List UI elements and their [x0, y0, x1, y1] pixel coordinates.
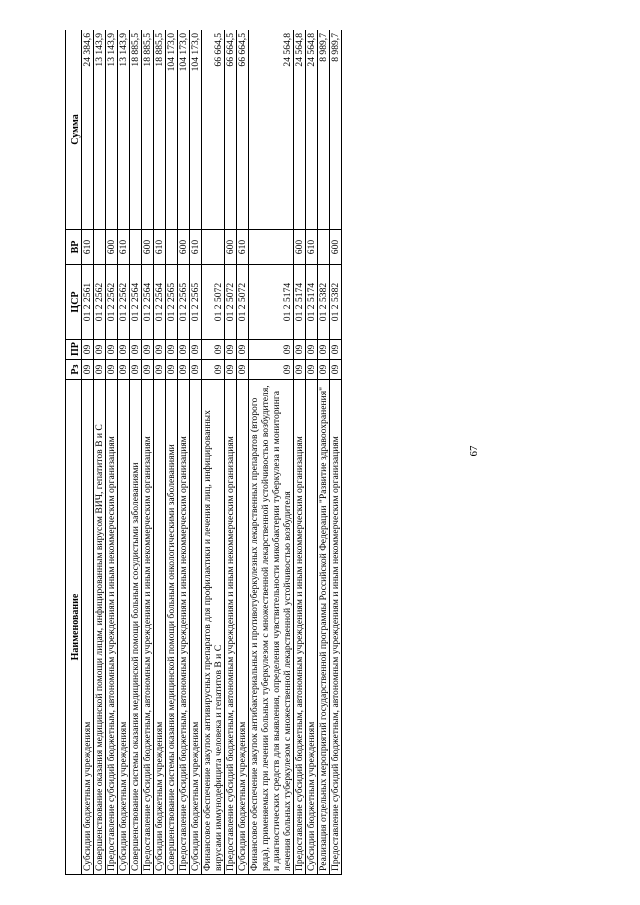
cell-rz: 09 [306, 360, 318, 380]
cell-vr: 610 [190, 230, 202, 265]
cell-vr [130, 230, 142, 265]
cell-name: Предоставление субсидий бюджетным, автономным учреждениям и иным некоммерческим организациям [142, 380, 154, 875]
cell-vr [249, 230, 294, 265]
cell-csr: 01 2 2564 [154, 265, 166, 340]
cell-rz: 09 [118, 360, 130, 380]
cell-name: Предоставление субсидий бюджетным, автономным учреждениям и иным некоммерческим организациям [330, 380, 342, 875]
cell-rz: 09 [294, 360, 306, 380]
cell-name: Предоставление субсидий бюджетным, автономным учреждениям и иным некоммерческим организациям [294, 380, 306, 875]
cell-csr: 01 2 2565 [166, 265, 178, 340]
cell-sum: 18 885,5 [142, 30, 154, 230]
cell-sum: 24 564,8 [249, 30, 294, 230]
header-csr: ЦСР [66, 265, 82, 340]
cell-name: Финансовое обеспечение закупок антибактериальных и противотуберкулезных лекарственных препаратов (второго ряда), применяемых при лечении больных туберкулезом с множественной лекарственной устойчивостью возбудителя, и диагностических средств для выявления, определения чувствительности микобактерии туберкулеза и мониторинга лечения больных туберкулезом с множественной лекарственной устойчивостью возбудителя [249, 380, 294, 875]
table-row [118, 30, 130, 875]
cell-rz: 09 [190, 360, 202, 380]
cell-name: Субсидии бюджетным учреждениям [237, 380, 249, 875]
cell-name: Субсидии бюджетным учреждениям [190, 380, 202, 875]
cell-pr: 09 [178, 340, 190, 360]
table-row [294, 30, 306, 875]
cell-csr: 01 2 2564 [130, 265, 142, 340]
cell-sum: 18 885,5 [154, 30, 166, 230]
cell-sum: 24 564,8 [306, 30, 318, 230]
cell-pr: 09 [190, 340, 202, 360]
budget-table [65, 30, 342, 875]
table-row [249, 30, 294, 875]
cell-vr: 600 [106, 230, 118, 265]
table-row [94, 30, 106, 875]
cell-vr [202, 230, 225, 265]
cell-csr: 01 2 5382 [330, 265, 342, 340]
table-row [82, 30, 94, 875]
rotated-page [65, 30, 640, 875]
cell-vr: 600 [225, 230, 237, 265]
cell-csr: 01 2 5174 [306, 265, 318, 340]
cell-rz: 09 [178, 360, 190, 380]
budget-table-wrapper [65, 30, 640, 875]
cell-rz: 09 [237, 360, 249, 380]
cell-pr: 09 [249, 340, 294, 360]
cell-sum: 13 143,9 [118, 30, 130, 230]
cell-name: Субсидии бюджетным учреждениям [82, 380, 94, 875]
cell-pr: 09 [306, 340, 318, 360]
table-row [178, 30, 190, 875]
cell-csr: 01 2 2561 [82, 265, 94, 340]
cell-name: Совершенствование системы оказания медицинской помощи больным онкологическими заболеваниями [166, 380, 178, 875]
cell-rz: 09 [130, 360, 142, 380]
table-row [130, 30, 142, 875]
table-row [166, 30, 178, 875]
cell-pr: 09 [82, 340, 94, 360]
cell-name: Совершенствование системы оказания медицинской помощи больным сосудистыми заболеваниями [130, 380, 142, 875]
cell-name: Предоставление субсидий бюджетным, автономным учреждениям и иным некоммерческим организациям [225, 380, 237, 875]
cell-vr: 600 [178, 230, 190, 265]
cell-pr: 09 [166, 340, 178, 360]
table-header-row [66, 30, 82, 875]
cell-pr: 09 [118, 340, 130, 360]
cell-rz: 09 [330, 360, 342, 380]
cell-vr: 610 [237, 230, 249, 265]
cell-pr: 09 [106, 340, 118, 360]
page-number: 67 [468, 445, 480, 457]
cell-csr: 01 2 2562 [106, 265, 118, 340]
header-pr: ПР [66, 340, 82, 360]
cell-pr: 09 [294, 340, 306, 360]
cell-sum: 8 989,7 [318, 30, 330, 230]
cell-sum: 104 173,0 [166, 30, 178, 230]
cell-rz: 09 [142, 360, 154, 380]
cell-vr: 600 [142, 230, 154, 265]
cell-rz: 09 [106, 360, 118, 380]
cell-vr: 600 [294, 230, 306, 265]
table-row [154, 30, 166, 875]
cell-vr: 610 [154, 230, 166, 265]
cell-rz: 09 [249, 360, 294, 380]
cell-vr [318, 230, 330, 265]
header-vr: ВР [66, 230, 82, 265]
table-row [237, 30, 249, 875]
cell-name: Предоставление субсидий бюджетным, автономным учреждениям и иным некоммерческим организациям [178, 380, 190, 875]
cell-pr: 09 [202, 340, 225, 360]
cell-pr: 09 [237, 340, 249, 360]
header-name: Наименование [66, 380, 82, 875]
cell-rz: 09 [166, 360, 178, 380]
cell-csr: 01 2 5072 [202, 265, 225, 340]
cell-pr: 09 [130, 340, 142, 360]
cell-name: Субсидии бюджетным учреждениям [306, 380, 318, 875]
table-row [190, 30, 202, 875]
cell-csr: 01 2 2565 [190, 265, 202, 340]
cell-sum: 24 564,8 [294, 30, 306, 230]
cell-name: Субсидии бюджетным учреждениям [118, 380, 130, 875]
cell-vr [166, 230, 178, 265]
table-body [82, 30, 342, 875]
cell-csr: 01 2 2562 [118, 265, 130, 340]
cell-sum: 66 664,5 [202, 30, 225, 230]
cell-vr [94, 230, 106, 265]
cell-vr: 610 [118, 230, 130, 265]
cell-csr: 01 2 2564 [142, 265, 154, 340]
cell-csr: 01 2 5174 [294, 265, 306, 340]
cell-name: Предоставление субсидий бюджетным, автономным учреждениям и иным некоммерческим организациям [106, 380, 118, 875]
cell-rz: 09 [154, 360, 166, 380]
table-row [330, 30, 342, 875]
cell-sum: 104 173,0 [190, 30, 202, 230]
cell-sum: 24 384,6 [82, 30, 94, 230]
table-row [202, 30, 225, 875]
cell-csr: 01 2 5174 [249, 265, 294, 340]
cell-name: Совершенствование оказания медицинской помощи лицам, инфицированным вирусом ВИЧ, гепатитов B и C [94, 380, 106, 875]
cell-vr: 610 [82, 230, 94, 265]
cell-name: Финансовое обеспечение закупок антивирусных препаратов для профилактики и лечения лиц, инфицированных вирусами иммунодефицита человека и гепатитов B и C [202, 380, 225, 875]
cell-vr: 610 [306, 230, 318, 265]
cell-csr: 01 2 5072 [237, 265, 249, 340]
cell-rz: 09 [94, 360, 106, 380]
cell-pr: 09 [142, 340, 154, 360]
header-rz: Рз [66, 360, 82, 380]
cell-sum: 13 143,9 [106, 30, 118, 230]
cell-sum: 66 664,5 [237, 30, 249, 230]
cell-name: Реализация отдельных мероприятий государственной программы Российской Федерации "Развитие здравоохранения" [318, 380, 330, 875]
cell-pr: 09 [94, 340, 106, 360]
cell-rz: 09 [202, 360, 225, 380]
table-row [142, 30, 154, 875]
cell-csr: 01 2 5382 [318, 265, 330, 340]
table-row [318, 30, 330, 875]
cell-pr: 09 [154, 340, 166, 360]
cell-sum: 13 143,9 [94, 30, 106, 230]
cell-pr: 09 [225, 340, 237, 360]
cell-name: Субсидии бюджетным учреждениям [154, 380, 166, 875]
cell-sum: 8 989,7 [330, 30, 342, 230]
cell-pr: 09 [318, 340, 330, 360]
cell-csr: 01 2 5072 [225, 265, 237, 340]
table-row [225, 30, 237, 875]
cell-csr: 01 2 2565 [178, 265, 190, 340]
table-row [306, 30, 318, 875]
cell-rz: 09 [318, 360, 330, 380]
cell-csr: 01 2 2562 [94, 265, 106, 340]
table-row [106, 30, 118, 875]
header-sum: Сумма [66, 30, 82, 230]
cell-sum: 18 885,5 [130, 30, 142, 230]
cell-rz: 09 [225, 360, 237, 380]
cell-vr: 600 [330, 230, 342, 265]
cell-pr: 09 [330, 340, 342, 360]
cell-sum: 66 664,5 [225, 30, 237, 230]
cell-sum: 104 173,0 [178, 30, 190, 230]
cell-rz: 09 [82, 360, 94, 380]
